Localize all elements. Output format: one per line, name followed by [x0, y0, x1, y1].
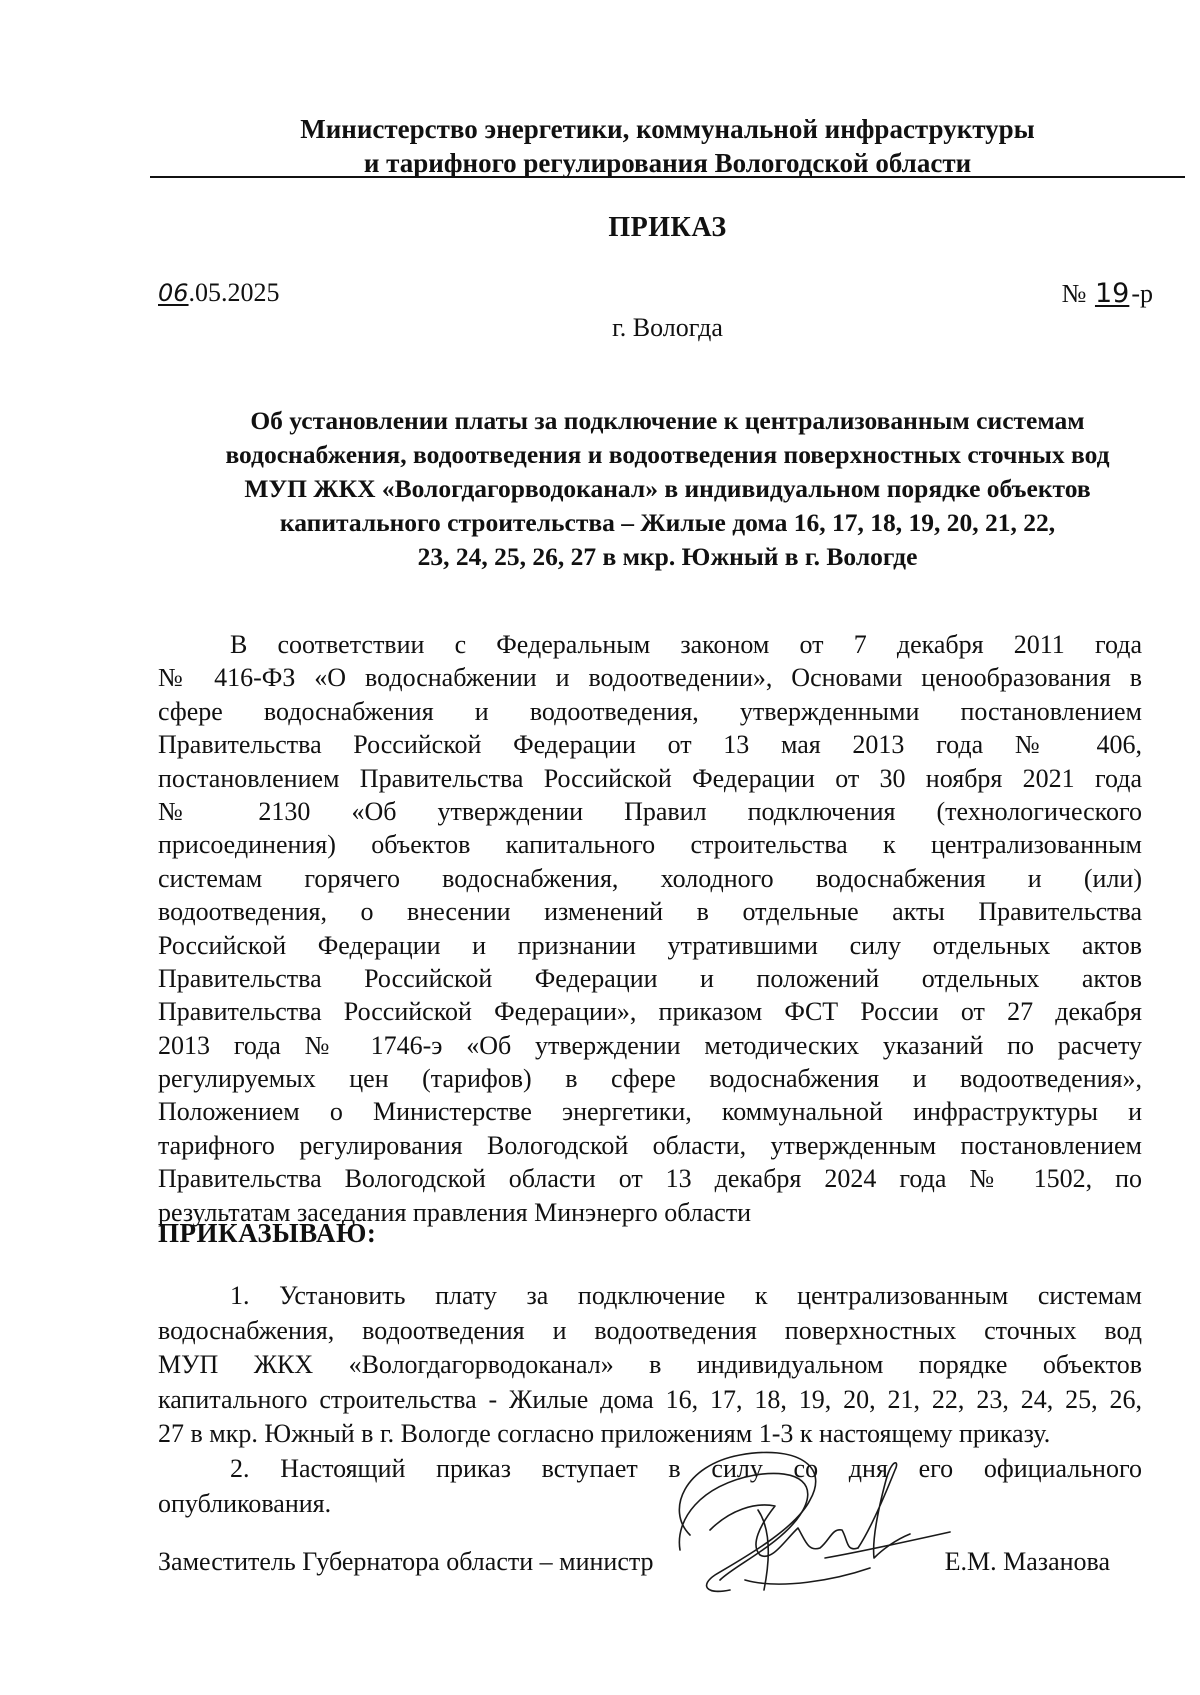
preamble-line: постановлением Правительства Российской Федерации от 30 ноября 2021 года [158, 763, 1142, 793]
order-number [1062, 278, 1153, 309]
order-date-day: 06 [158, 279, 189, 307]
preamble-line: тарифного регулирования Вологодской области, утвержденным постановлением [158, 1130, 1142, 1160]
signer-name: Е.М. Мазанова [944, 1547, 1110, 1576]
order-point-line: водоснабжения, водоотведения и водоотведения поверхностных сточных вод [158, 1315, 1142, 1345]
header-divider [150, 176, 1185, 178]
preamble-line: Правительства Вологодской области от 13 декабря 2024 года № 1502, по [158, 1164, 1142, 1194]
preamble-line: системам горячего водоснабжения, холодного водоснабжения и (или) [158, 863, 1142, 893]
order-title-line: Об установлении платы за подключение к централизованным системам [250, 406, 1085, 435]
preamble-line: результатам заседания правления Минэнерго области [158, 1197, 752, 1227]
preamble-line: Положением о Министерстве энергетики, коммунальной инфраструктуры и [158, 1097, 1142, 1127]
order-number-prefix: № [1061, 279, 1087, 308]
order-points [158, 1279, 1142, 1521]
order-date [158, 278, 280, 308]
order-title-line: 23, 24, 25, 26, 27 в мкр. Южный в г. Вологде [417, 542, 918, 571]
order-number-suffix: -р [1131, 279, 1153, 308]
signer-position: Заместитель Губернатора области – министр [158, 1547, 654, 1576]
preamble-line: Российской Федерации и признании утратившими силу отдельных актов [158, 930, 1142, 960]
order-point-line: 27 в мкр. Южный в г. Вологде согласно приложениям 1-3 к настоящему приказу. [158, 1419, 1051, 1449]
order-title-line: МУП ЖКХ «Вологдагорводоканал» в индивидуальном порядке объектов [244, 474, 1091, 503]
preamble-line: 2013 года № 1746-э «Об утверждении методических указаний по расчету [158, 1030, 1142, 1060]
order-title [150, 404, 1185, 574]
document-type: ПРИКАЗ [608, 212, 727, 243]
preamble-line: Правительства Российской Федерации и положений отдельных актов [158, 963, 1142, 993]
order-point-line: 1. Установить плату за подключение к централизованным системам [230, 1281, 1142, 1310]
order-directive-heading: ПРИКАЗЫВАЮ: [158, 1218, 377, 1248]
handwritten-signature [660, 1440, 970, 1610]
preamble-line: Правительства Российской Федерации от 13 мая 2013 года № 406, [158, 730, 1142, 760]
order-number-value: 19 [1094, 278, 1130, 309]
preamble-line: В соответствии с Федеральным законом от 7 декабря 2011 года [230, 630, 1142, 659]
order-point-line: капитального строительства - Жилые дома 16, 17, 18, 19, 20, 21, 22, 23, 24, 25, 26, [158, 1384, 1142, 1414]
preamble-line: № 2130 «Об утверждении Правил подключения (технологического [158, 796, 1142, 826]
ministry-header [150, 112, 1185, 180]
ministry-header-line-2: и тарифного регулирования Вологодской области [363, 148, 972, 178]
city: г. Вологда [612, 313, 723, 342]
preamble-line: сфере водоснабжения и водоотведения, утвержденными постановлением [158, 696, 1142, 726]
signature-stroke [858, 1463, 910, 1558]
preamble-line: Правительства Российской Федерации», приказом ФСТ России от 27 декабря [158, 997, 1142, 1027]
order-title-line: водоснабжения, водоотведения и водоотведения поверхностных сточных вод [225, 440, 1110, 469]
signature-stroke [745, 1568, 870, 1584]
ministry-header-line-1: Министерство энергетики, коммунальной инфраструктуры [300, 114, 1035, 144]
signature-stroke [825, 1532, 950, 1558]
preamble-line: водоотведения, о внесении изменений в отдельные акты Правительства [158, 897, 1142, 927]
preamble-line: присоединения) объектов капитального строительства к централизованным [158, 830, 1142, 860]
order-point-line: опубликования. [158, 1488, 332, 1518]
order-point-line: 2. Настоящий приказ вступает в силу со дня его официального [230, 1453, 1142, 1483]
order-title-line: капитального строительства – Жилые дома 16, 17, 18, 19, 20, 21, 22, [279, 508, 1056, 537]
order-point-line: МУП ЖКХ «Вологдагорводоканал» в индивидуальном порядке объектов [158, 1350, 1142, 1380]
order-date-rest: .05.2025 [188, 278, 280, 307]
preamble [158, 628, 1142, 1229]
preamble-line: регулируемых цен (тарифов) в сфере водоснабжения и водоотведения», [158, 1064, 1142, 1094]
preamble-line: № 416-ФЗ «О водоснабжении и водоотведении», Основами ценообразования в [158, 663, 1142, 693]
